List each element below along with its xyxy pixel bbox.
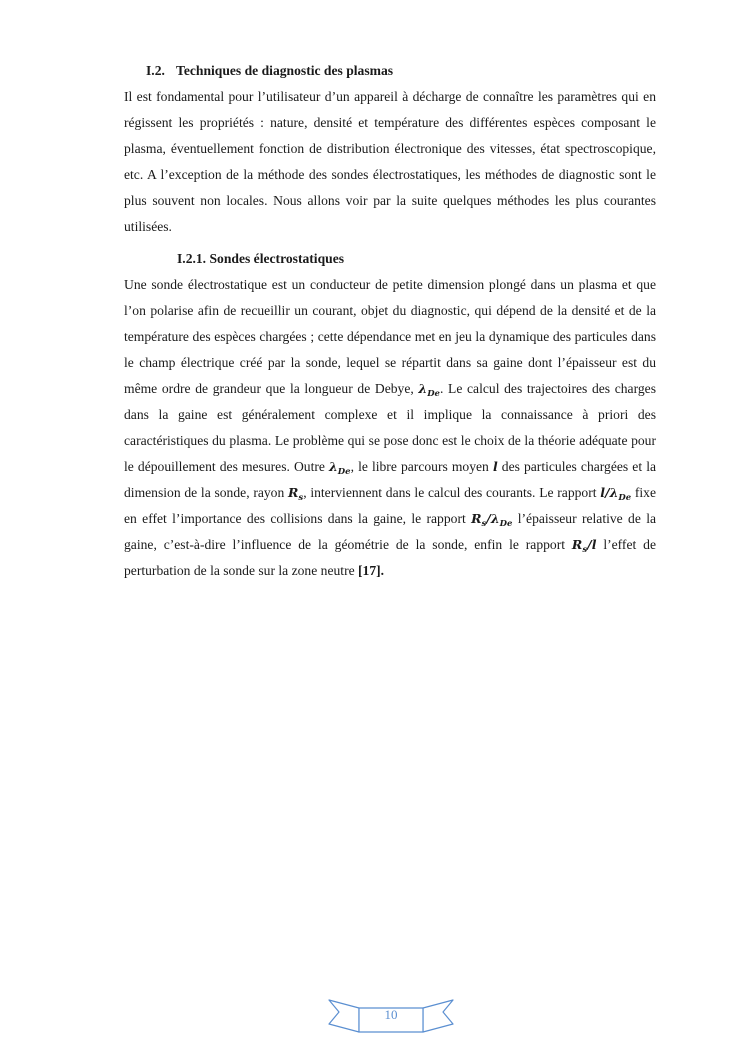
section-number: I.2. — [146, 63, 165, 78]
math-l-over-lambda-de: $l/\lambda_{De}$ — [600, 485, 632, 503]
text-segment: des particules chargées et la dimension de la sonde, rayon — [124, 459, 656, 500]
text-segment: l’effet de perturbation de la sonde sur la zone neutre — [124, 537, 656, 578]
math-l: l — [492, 459, 498, 474]
document-page — [124, 58, 656, 584]
subsection-paragraph — [124, 272, 656, 584]
math-lambda-de: $\lambda_{De}$ — [329, 459, 351, 477]
text-segment: l’épaisseur relative de la gaine, c’est-à-dire l’influence de la géométrie de la sonde, enfin le rapport — [124, 511, 657, 552]
page-footer — [327, 998, 455, 1036]
text-segment: . Le calcul des trajectoires des charges dans la gaine est généralement complexe et il implique la connaissance à priori des caractéristiques du plasma. Le problème qui se pose donc est le choix de la théorie adéquate pour le dépouillement des mesures. Outre — [124, 381, 656, 474]
math-rs-over-lambda-de: $R_s/\lambda_{De}$ — [471, 511, 513, 529]
citation-reference: [17]. — [358, 563, 385, 578]
section-intro-paragraph: Il est fondamental pour l’utilisateur d’un appareil à décharge de connaître les paramètres qui en régissent les propriétés : nature, densité et température des différentes espèces composant le plasma, éventuellement fonction de distribution électronique des vitesses, état spectroscopique, etc. A l’exception de la méthode des sondes électrostatiques, les méthodes de diagnostic sont le plus souvent non locales. Nous allons voir par la suite quelques méthodes les plus courantes utilisées. — [124, 89, 656, 234]
text-segment: Une sonde électrostatique est un conducteur de petite dimension plongé dans un plasma et que l’on polarise afin de recueillir un courant, objet du diagnostic, qui dépend de la densité et de la température des espèces chargées ; cette dépendance met en jeu la dynamique des particules dans le champ électrique créé par la sonde, lequel se répartit dans sa gaine dont l’épaisseur est du même ordre de grandeur que la longueur de Debye, — [124, 277, 656, 396]
math-rs: $R_s$ — [288, 485, 304, 503]
math-lambda-de: $\lambda_{De}$ — [418, 381, 440, 399]
subsection-heading: I.2.1. Sondes électrostatiques — [177, 251, 345, 266]
page-number: 10 — [384, 1007, 398, 1022]
text-segment: , interviennent dans le calcul des courants. Le rapport — [303, 485, 601, 500]
math-rs-over-l: $R_s/l$ — [571, 537, 597, 555]
text-segment: , le libre parcours moyen — [350, 459, 493, 474]
section-title: Techniques de diagnostic des plasmas — [176, 63, 394, 78]
section-heading — [146, 58, 656, 84]
text-segment: fixe en effet l’importance des collisions dans la gaine, le rapport — [124, 485, 656, 526]
